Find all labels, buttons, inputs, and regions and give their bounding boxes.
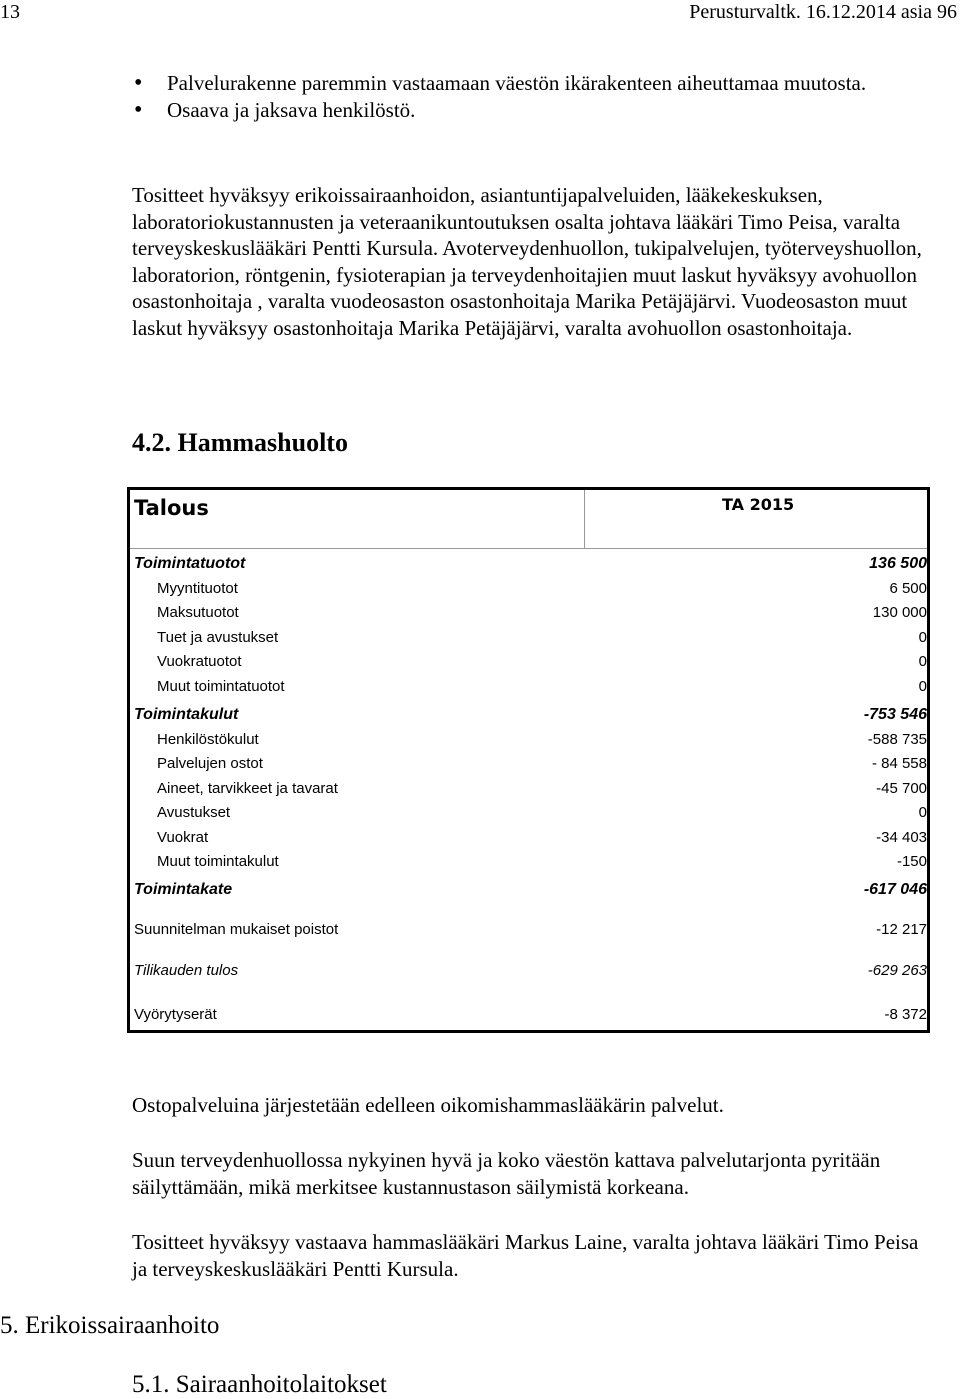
- table-row: Toimintatuotot 136 500: [134, 555, 927, 572]
- table-title: Talous: [134, 496, 209, 520]
- table-row: Henkilöstökulut -588 735: [157, 731, 927, 748]
- table-row: Suunnitelman mukaiset poistot -12 217: [134, 921, 927, 938]
- subsection-heading: 5.1. Sairaanhoitolaitokset: [132, 1371, 387, 1398]
- dental-approval-paragraph: Tositteet hyväksyy vastaava hammaslääkäri Markus Laine, varalta johtava lääkäri Timo Peisa ja terveyskeskuslääkäri Pentti Kursula.: [132, 1230, 919, 1281]
- budget-table: [127, 487, 930, 1033]
- table-row: Tilikauden tulos -629 263: [134, 962, 927, 979]
- outsourcing-paragraph: Ostopalveluina järjestetään edelleen oikomishammaslääkärin palvelut.: [132, 1093, 724, 1117]
- bullet-list: [132, 70, 932, 123]
- section-heading: 5. Erikoissairaanhoito: [0, 1312, 220, 1339]
- table-row: Muut toimintakulut -150: [157, 853, 927, 870]
- table-row: Maksutuotot 130 000: [157, 604, 927, 621]
- dental-care-paragraph: Suun terveydenhuollossa nykyinen hyvä ja koko väestön kattava palvelutarjonta pyritään säilyttämään, mikä merkitsee kustannustason säilymistä korkeana.: [132, 1148, 881, 1199]
- table-divider: [130, 548, 927, 549]
- table-row: Vuokrat -34 403: [157, 829, 927, 846]
- section-heading: 4.2. Hammashuolto: [132, 428, 348, 457]
- table-row: Toimintakulut -753 546: [134, 706, 927, 723]
- table-divider: [584, 490, 585, 548]
- table-row: Vuokratuotot 0: [157, 653, 927, 670]
- table-row: Vyörytyserät -8 372: [134, 1006, 927, 1023]
- table-column-header: TA 2015: [722, 495, 795, 514]
- table-row: Avustukset 0: [157, 804, 927, 821]
- table-row: Palvelujen ostot - 84 558: [157, 755, 927, 772]
- table-row: Toimintakate -617 046: [134, 881, 927, 898]
- table-row: Aineet, tarvikkeet ja tavarat -45 700: [157, 780, 927, 797]
- table-row: Tuet ja avustukset 0: [157, 629, 927, 646]
- table-row: Muut toimintatuotot 0: [157, 678, 927, 695]
- document-reference: Perusturvaltk. 16.12.2014 asia 96: [689, 1, 957, 23]
- bullet-item: • Osaava ja jaksava henkilöstö.: [132, 97, 932, 124]
- page-number: 13: [0, 1, 20, 23]
- bullet-item: • Palvelurakenne paremmin vastaamaan väestön ikärakenteen aiheuttamaa muutosta.: [132, 70, 932, 97]
- table-row: Myyntituotot 6 500: [157, 580, 927, 597]
- approval-paragraph: Tositteet hyväksyy erikoissairaanhoidon, asiantuntijapalveluiden, lääkekeskuksen, laboratoriokustannusten ja veteraanikuntoutuksen osalta johtava lääkäri Timo Peisa, varalta terveyskeskuslääkäri Pentti Kursula. Avoterveydenhuollon, tukipalvelujen, työterveyshuollon, laboratorion, röntgenin, fysioterapian ja terveydenhoitajien muut laskut hyväksyy avohuollon osastonhoitaja , varalta vuodeosaston osastonhoitaja Marika Petäjäjärvi. Vuodeosaston muut laskut hyväksyy osastonhoitaja Marika Petäjäjärvi, varalta avohuollon osastonhoitaja.: [132, 183, 922, 340]
